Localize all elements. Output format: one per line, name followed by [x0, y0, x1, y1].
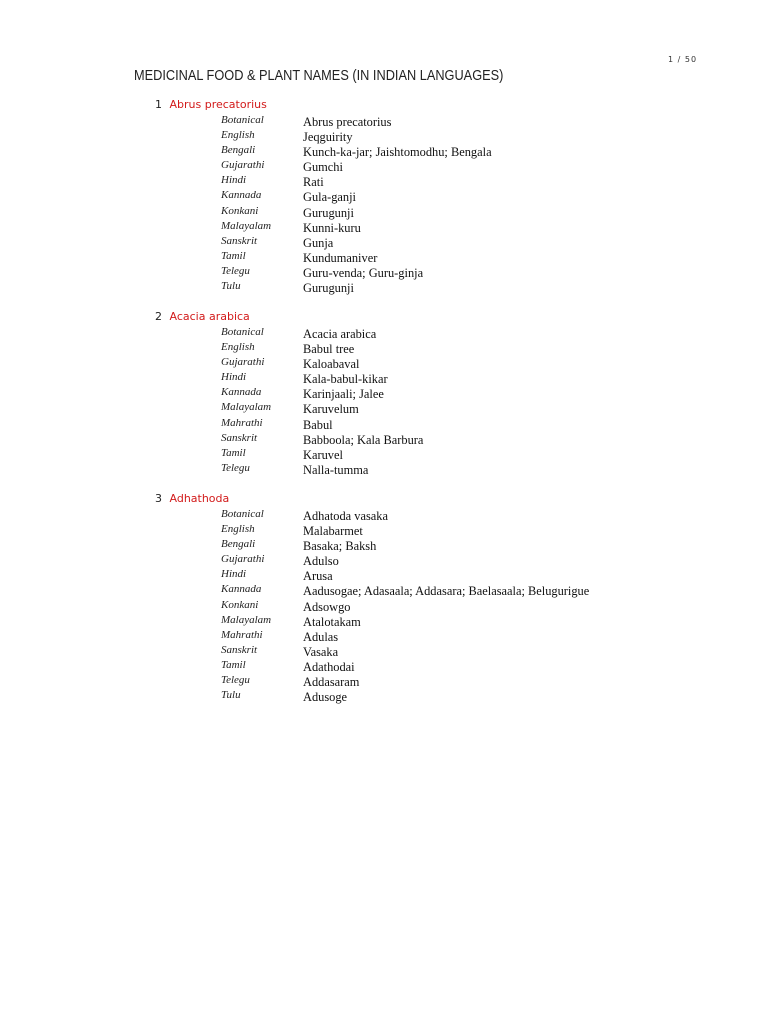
language-row	[0, 614, 768, 629]
language-row	[0, 189, 768, 204]
language-row	[0, 371, 768, 386]
language-label: Kannada	[221, 386, 262, 399]
language-row	[0, 553, 768, 568]
language-row	[0, 326, 768, 341]
plant-name-value: Gula-ganji	[303, 190, 356, 205]
plant-name-value: Acacia arabica	[303, 327, 377, 341]
language-label: Malayalam	[221, 401, 272, 414]
plant-name-value: Adusoge	[303, 690, 348, 705]
language-label: Tamil	[221, 249, 246, 262]
plant-name-value: Gumchi	[303, 160, 343, 175]
plant-name-value: Basaka; Baksh	[303, 539, 377, 554]
language-row	[0, 644, 768, 659]
plant-name-value: Gunja	[303, 235, 334, 250]
language-label: Hindi	[221, 568, 247, 581]
language-row	[0, 356, 768, 371]
language-row	[0, 129, 768, 144]
plant-name-value: Kala-babul-kikar	[303, 372, 388, 387]
language-row	[0, 144, 768, 159]
language-row	[0, 523, 768, 538]
plant-name-value: Abrus precatorius	[303, 115, 392, 129]
language-label: Sanskrit	[221, 234, 258, 247]
entry-number: 3	[155, 492, 162, 505]
language-label: Tamil	[221, 658, 246, 671]
plant-name-value: Atalotakam	[303, 614, 361, 629]
language-row	[0, 205, 768, 220]
language-row	[0, 689, 768, 704]
language-label: Kannada	[221, 189, 262, 202]
plant-name-value: Adulso	[303, 554, 339, 569]
plant-name-value: Adsowgo	[303, 599, 351, 614]
language-row	[0, 462, 768, 477]
language-label: English	[221, 129, 255, 142]
plant-name-value: Vasaka	[303, 644, 339, 659]
plant-name-value: Aadusogae; Adasaala; Addasara; Baelasaala; Belugurigue	[303, 584, 590, 599]
plant-name-value: Kaloabaval	[303, 357, 360, 372]
plant-name-value: Nalla-tumma	[303, 462, 369, 477]
plant-name-value: Adathodai	[303, 659, 355, 674]
entry-language-list	[0, 508, 768, 704]
language-row	[0, 250, 768, 265]
plant-name-value: Rati	[303, 175, 324, 190]
language-label: Tamil	[221, 446, 246, 459]
language-row	[0, 174, 768, 189]
language-row	[0, 401, 768, 416]
language-row	[0, 674, 768, 689]
language-row	[0, 159, 768, 174]
language-label: English	[221, 523, 255, 536]
plant-name-value: Jeqguirity	[303, 130, 353, 145]
language-label: Malayalam	[221, 613, 272, 626]
page-indicator: 1 / 50	[668, 55, 698, 64]
plant-name-value: Kunch-ka-jar; Jaishtomodhu; Bengala	[303, 145, 492, 160]
language-row	[0, 583, 768, 598]
language-row	[0, 417, 768, 432]
language-label: Botanical	[221, 326, 264, 338]
language-row	[0, 659, 768, 674]
language-row	[0, 508, 768, 523]
plant-name-value: Kundumaniver	[303, 250, 378, 265]
entry-language-list	[0, 114, 768, 295]
language-label: Botanical	[221, 114, 264, 126]
language-row	[0, 265, 768, 280]
entry-heading	[155, 492, 229, 505]
language-label: Hindi	[221, 371, 247, 384]
plant-name-value: Adhatoda vasaka	[303, 509, 388, 523]
plant-name-value: Karuvel	[303, 447, 343, 462]
plant-name-value: Babul tree	[303, 342, 355, 357]
language-row	[0, 235, 768, 250]
plant-name-value: Malabarmet	[303, 524, 363, 539]
language-label: Mahrathi	[221, 628, 263, 641]
language-row	[0, 432, 768, 447]
language-label: Bengali	[221, 538, 256, 551]
language-label: Tulu	[221, 689, 241, 702]
language-row	[0, 538, 768, 553]
entry-heading	[155, 98, 267, 111]
language-row	[0, 629, 768, 644]
entry-number: 2	[155, 310, 162, 323]
language-label: Malayalam	[221, 219, 272, 232]
language-label: Sanskrit	[221, 643, 258, 656]
plant-name-value: Karinjaali; Jalee	[303, 387, 384, 402]
document-title: MEDICINAL FOOD & PLANT NAMES (IN INDIAN LANGUAGES)	[134, 68, 504, 84]
language-row	[0, 114, 768, 129]
entry-plant-name: Acacia arabica	[169, 310, 250, 323]
language-label: Sanskrit	[221, 431, 258, 444]
plant-name-value: Addasaram	[303, 675, 360, 690]
plant-name-value: Karuvelum	[303, 402, 359, 417]
language-label: Mahrathi	[221, 416, 263, 429]
entry-heading	[155, 310, 250, 323]
language-row	[0, 341, 768, 356]
language-row	[0, 447, 768, 462]
language-label: Gujarathi	[221, 356, 265, 369]
language-label: Kannada	[221, 583, 262, 596]
entry-plant-name: Adhathoda	[169, 492, 230, 505]
language-label: Telegu	[221, 461, 250, 474]
language-label: Bengali	[221, 144, 256, 157]
language-label: Telegu	[221, 264, 250, 277]
language-label: Konkani	[221, 204, 259, 217]
plant-name-value: Babboola; Kala Barbura	[303, 432, 424, 447]
plant-name-value: Adulas	[303, 629, 339, 644]
language-label: English	[221, 341, 255, 354]
language-label: Gujarathi	[221, 553, 265, 566]
entry-number: 1	[155, 98, 162, 111]
language-row	[0, 220, 768, 235]
language-label: Tulu	[221, 280, 241, 293]
plant-name-value: Guru-venda; Guru-ginja	[303, 265, 424, 280]
language-label: Hindi	[221, 174, 247, 187]
plant-name-value: Kunni-kuru	[303, 220, 361, 235]
language-label: Gujarathi	[221, 159, 265, 172]
plant-name-value: Gurugunji	[303, 281, 354, 296]
language-label: Botanical	[221, 508, 264, 520]
plant-name-value: Babul	[303, 417, 333, 432]
entry-language-list	[0, 326, 768, 477]
language-row	[0, 568, 768, 583]
language-label: Telegu	[221, 674, 250, 687]
plant-name-value: Arusa	[303, 569, 333, 584]
language-row	[0, 599, 768, 614]
plant-name-value: Gurugunji	[303, 205, 354, 220]
language-row	[0, 386, 768, 401]
language-row	[0, 280, 768, 295]
language-label: Konkani	[221, 598, 259, 611]
entry-plant-name: Abrus precatorius	[169, 98, 267, 111]
